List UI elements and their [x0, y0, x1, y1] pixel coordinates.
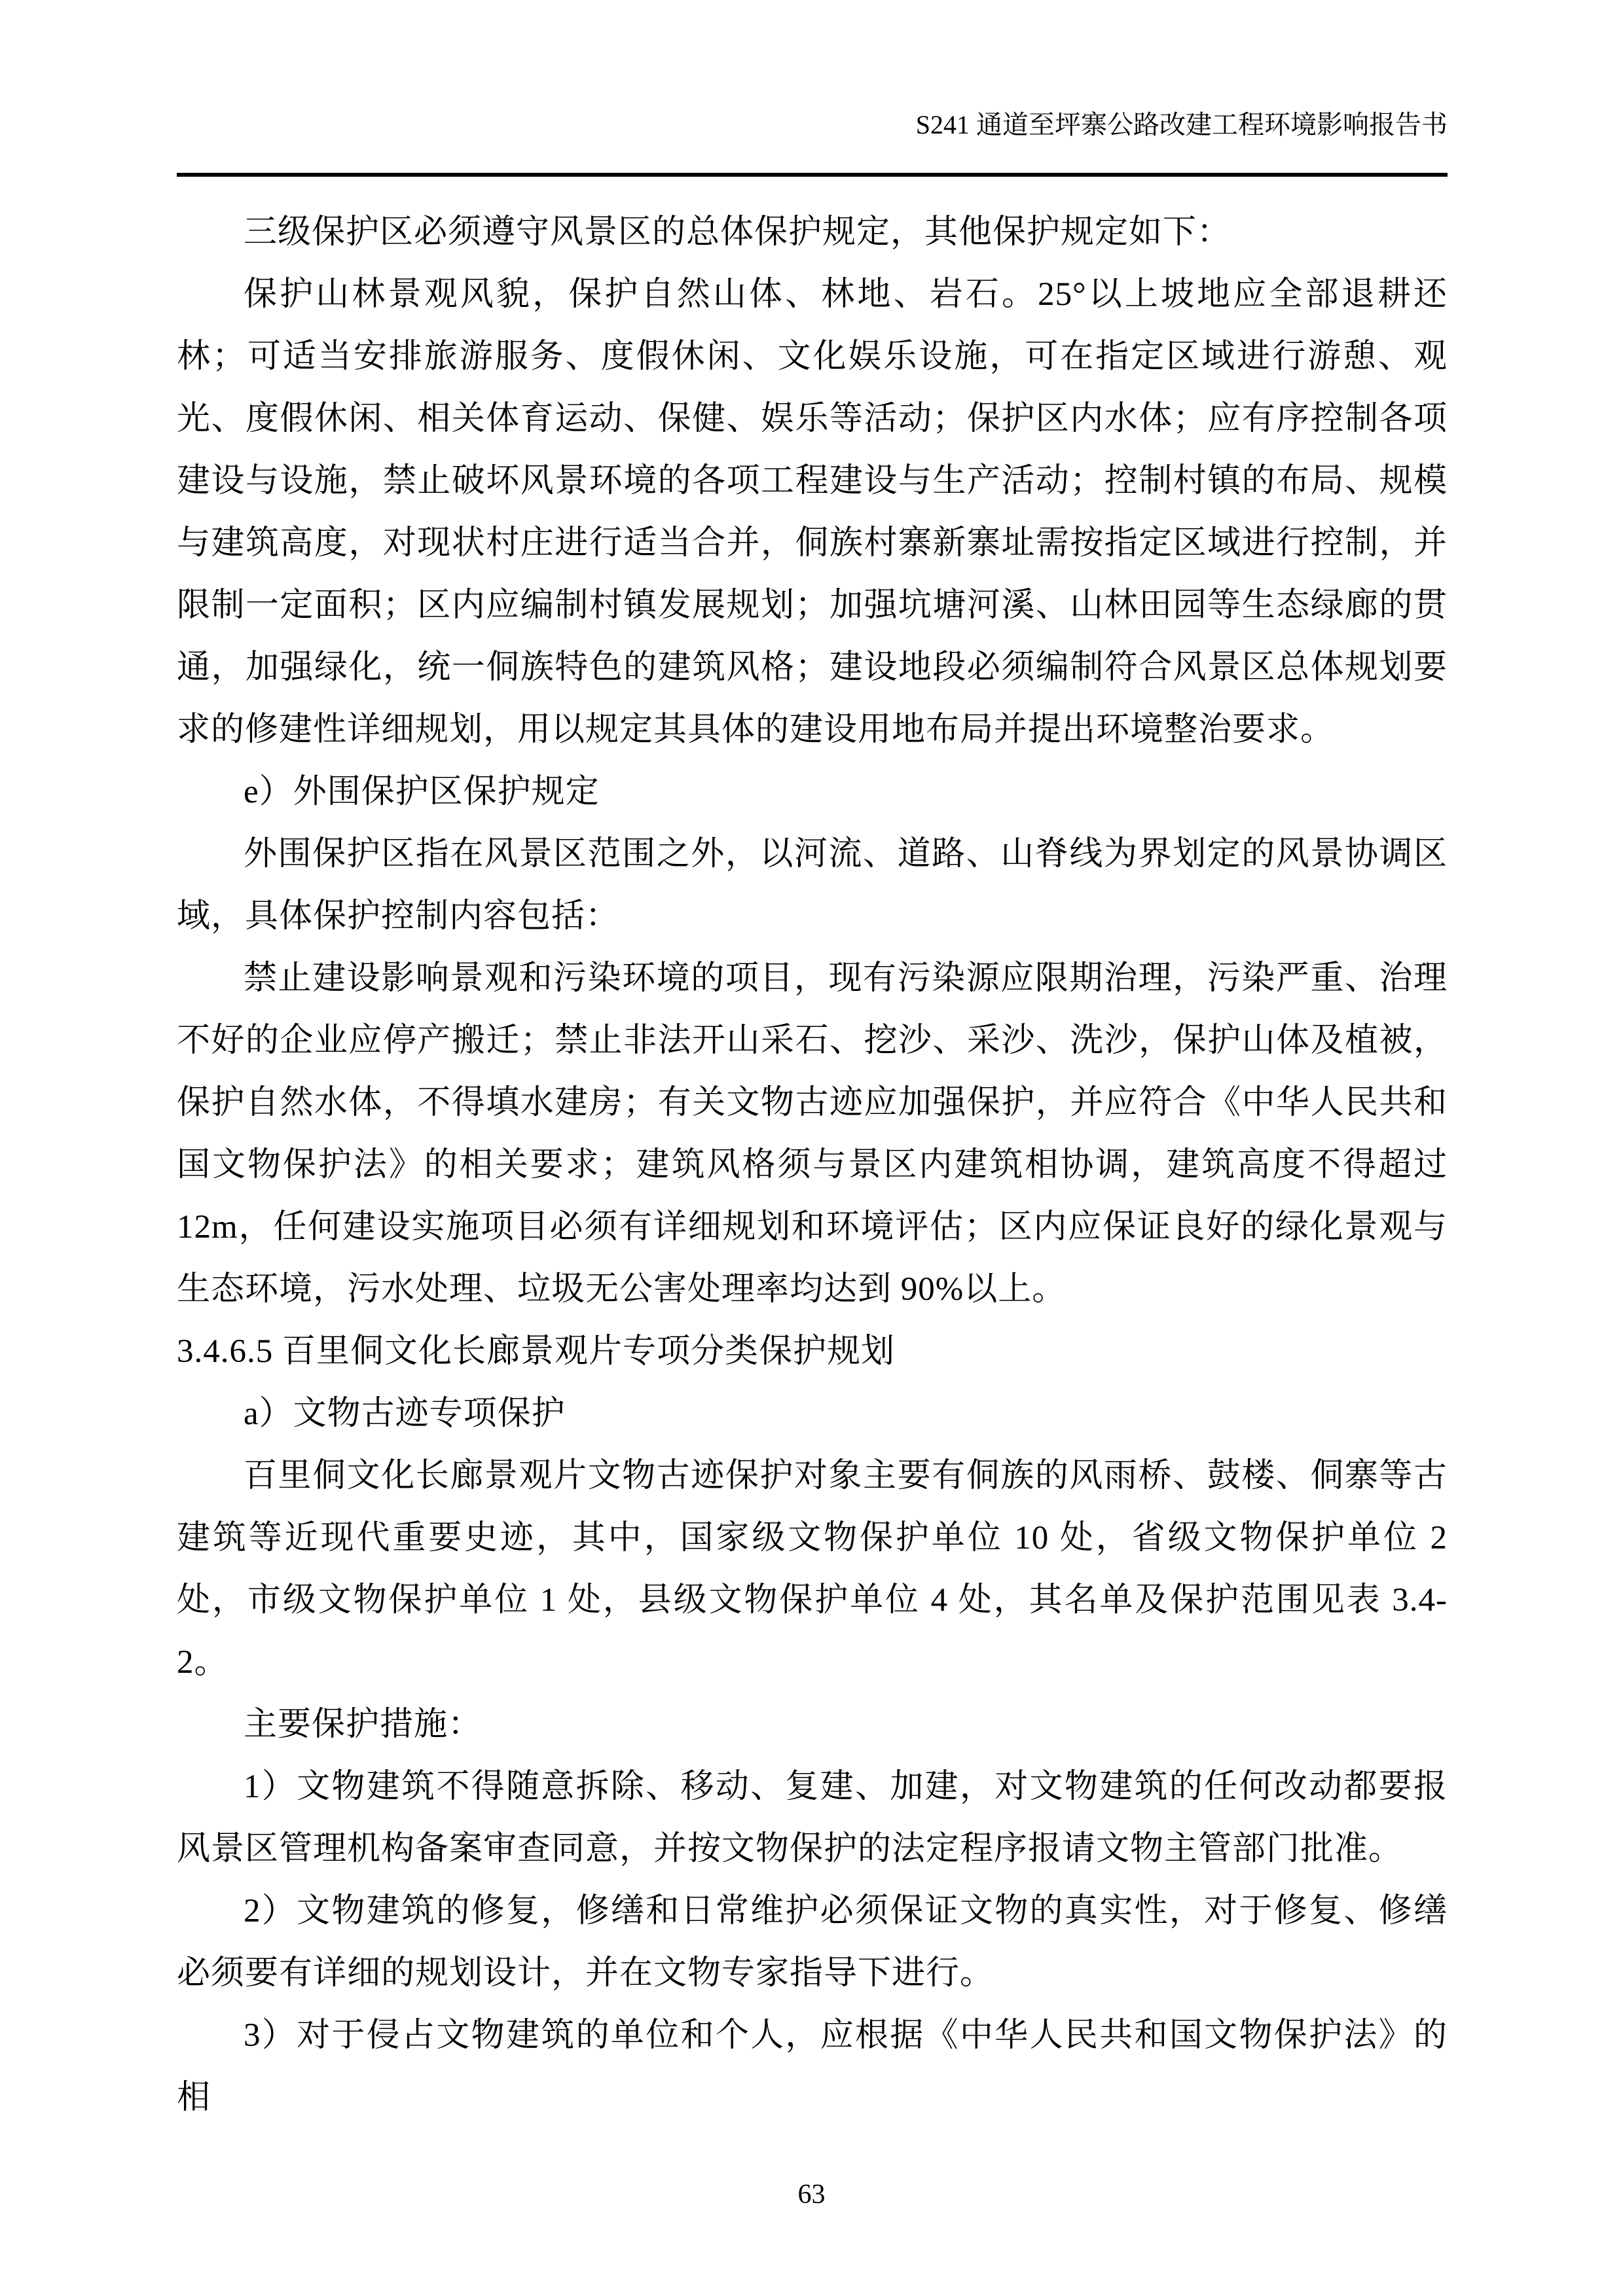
section-heading: 3.4.6.5 百里侗文化长廊景观片专项分类保护规划	[177, 1333, 896, 1370]
paragraph: 三级保护区必须遵守风景区的总体保护规定，其他保护规定如下：	[244, 214, 1231, 251]
list-item-a-heading: a）文物古迹专项保护	[244, 1395, 566, 1432]
paragraph: 禁止建设影响景观和污染环境的项目，现有污染源应限期治理，污染严重、治理不好的企业应停产搬迁；禁止非法开山采石、挖沙、采沙、洗沙，保护山体及植被，保护自然水体，不得填水建房；有关文物古迹应加强保护，并应符合《中华人民共和国文物保护法》的相关要求；建筑风格须与景区内建筑相协调，建筑高度不得超过 12m，任何建设实施项目必须有详细规划和环境评估；区内应保证良好的绿化景观与生态环境，污水处理、垃圾无公害处理率均达到 90%以上。	[177, 960, 1448, 1308]
document-body	[177, 202, 1448, 2129]
paragraph: 保护山林景观风貌，保护自然山体、林地、岩石。25°以上坡地应全部退耕还林；可适当安排旅游服务、度假休闲、文化娱乐设施，可在指定区域进行游憩、观光、度假休闲、相关体育运动、保健、娱乐等活动；保护区内水体；应有序控制各项建设与设施，禁止破坏风景环境的各项工程建设与生产活动；控制村镇的布局、规模与建筑高度，对现状村庄进行适当合并，侗族村寨新寨址需按指定区域进行控制，并限制一定面积；区内应编制村镇发展规划；加强坑塘河溪、山林田园等生态绿廊的贯通，加强绿化，统一侗族特色的建筑风格；建设地段必须编制符合风景区总体规划要求的修建性详细规划，用以规定其具体的建设用地布局并提出环境整治要求。	[177, 276, 1448, 748]
list-item-1: 1）文物建筑不得随意拆除、移动、复建、加建，对文物建筑的任何改动都要报风景区管理机构备案审查同意，并按文物保护的法定程序报请文物主管部门批准。	[177, 1768, 1448, 1867]
list-item-3: 3）对于侵占文物建筑的单位和个人，应根据《中华人民共和国文物保护法》的相	[177, 2017, 1448, 2116]
paragraph: 主要保护措施：	[244, 1706, 483, 1743]
report-title: S241 通道至坪寨公路改建工程环境影响报告书	[915, 110, 1448, 139]
list-item-e-heading: e）外围保护区保护规定	[244, 774, 600, 810]
paragraph: 外围保护区指在风景区范围之外，以河流、道路、山脊线为界划定的风景协调区域，具体保护控制内容包括：	[177, 836, 1448, 935]
page-header	[177, 110, 1448, 177]
page-footer	[0, 2179, 1623, 2210]
list-item-2: 2）文物建筑的修复，修缮和日常维护必须保证文物的真实性，对于修复、修缮必须要有详细的规划设计，并在文物专家指导下进行。	[177, 1893, 1448, 1992]
page-number: 63	[797, 2179, 826, 2210]
paragraph: 百里侗文化长廊景观片文物古迹保护对象主要有侗族的风雨桥、鼓楼、侗寨等古建筑等近现代重要史迹，其中，国家级文物保护单位 10 处，省级文物保护单位 2 处，市级文物保护单位 1 处，县级文物保护单位 4 处，其名单及保护范围见表 3.4-2。	[177, 1458, 1448, 1681]
